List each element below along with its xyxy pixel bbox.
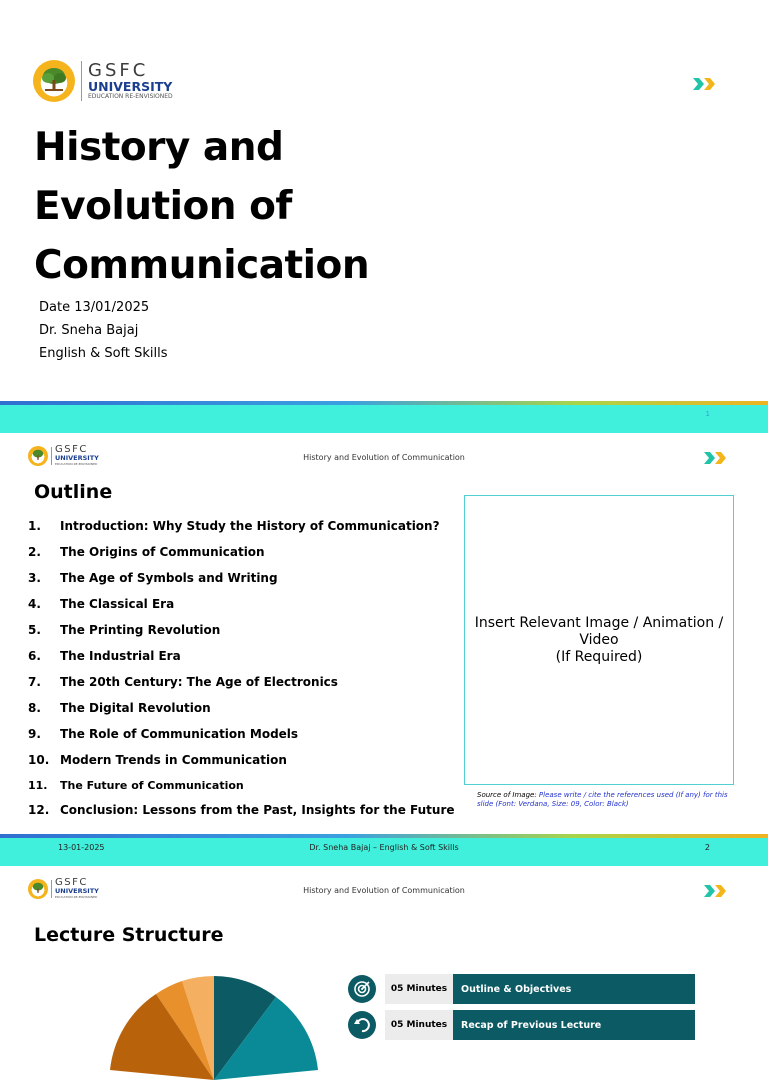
page-number: 2 <box>704 843 710 852</box>
footer-bar <box>0 834 768 866</box>
logo-university-text: UNIVERSITY <box>55 454 99 462</box>
double-chevron-icon <box>704 451 728 465</box>
outline-item <box>28 643 458 669</box>
outline-item-number: 2. <box>28 545 41 559</box>
footer-presenter: Dr. Sneha Bajaj – English & Soft Skills <box>309 843 459 852</box>
tree-emblem-icon <box>33 60 75 102</box>
header-title: History and Evolution of Communication <box>303 886 465 895</box>
lecture-timeline <box>348 973 708 1045</box>
outline-heading: Outline <box>34 481 113 503</box>
outline-item <box>28 669 458 695</box>
lecture-structure-heading: Lecture Structure <box>34 924 224 946</box>
presenter-name: Dr. Sneha Bajaj <box>39 323 139 338</box>
logo-gsfc-text: GSFC <box>55 877 88 888</box>
recap-arrow-icon <box>348 1011 376 1039</box>
outline-item-text: Modern Trends in Communication <box>60 753 287 767</box>
outline-item-number: 9. <box>28 727 41 741</box>
outline-item-text: The Printing Revolution <box>60 623 221 637</box>
footer-bar <box>0 401 768 433</box>
presentation-meta <box>39 296 168 365</box>
outline-item <box>28 617 458 643</box>
outline-item <box>28 747 458 773</box>
footer-gradient-strip <box>0 834 768 838</box>
double-chevron-icon <box>693 77 717 91</box>
outline-item <box>28 773 458 797</box>
title-line-3: Communication <box>34 243 370 288</box>
outline-item-number: 5. <box>28 623 41 637</box>
outline-item-number: 11. <box>28 778 48 792</box>
outline-item-text: The Digital Revolution <box>60 701 211 715</box>
logo-gsfc-text: GSFC <box>88 59 149 81</box>
title-line-2: Evolution of <box>34 184 292 229</box>
outline-item <box>28 591 458 617</box>
page-number: 1 <box>705 410 710 418</box>
outline-item-text: Introduction: Why Study the History of Communication? <box>60 519 440 533</box>
department-name: English & Soft Skills <box>39 346 168 361</box>
outline-item <box>28 539 458 565</box>
footer-gradient-strip <box>0 401 768 405</box>
image-placeholder <box>464 495 734 785</box>
logo-wordmark <box>88 59 173 101</box>
outline-item-text: Conclusion: Lessons from the Past, Insights for the Future <box>60 803 455 817</box>
outline-item-number: 4. <box>28 597 41 611</box>
lecture-structure-slide <box>0 866 768 1031</box>
outline-item-text: The Classical Era <box>60 597 175 611</box>
outline-item-text: The Age of Symbols and Writing <box>60 571 278 585</box>
logo-university-text: UNIVERSITY <box>88 78 173 94</box>
logo-university-text: UNIVERSITY <box>55 887 99 895</box>
lecture-time-pie <box>104 970 324 1090</box>
target-icon <box>348 975 376 1003</box>
outline-item-number: 12. <box>28 803 50 817</box>
logo-gsfc-text: GSFC <box>55 444 88 455</box>
outline-item <box>28 565 458 591</box>
outline-list <box>28 513 458 823</box>
outline-item-number: 3. <box>28 571 41 585</box>
timeline-row <box>348 1009 708 1045</box>
gsfc-university-logo <box>33 60 173 102</box>
outline-item-number: 8. <box>28 701 41 715</box>
presentation-date: Date 13/01/2025 <box>39 300 150 315</box>
logo-tagline: EDUCATION RE-ENVISIONED <box>88 92 173 100</box>
logo-divider <box>81 61 82 101</box>
outline-item-number: 1. <box>28 519 41 533</box>
header-title: History and Evolution of Communication <box>303 453 465 462</box>
outline-item-text: The Future of Communication <box>60 778 244 792</box>
outline-item-text: The Industrial Era <box>60 649 181 663</box>
double-chevron-icon <box>704 884 728 898</box>
footer-date: 13-01-2025 <box>58 843 105 852</box>
title-slide <box>0 0 768 433</box>
timeline-minutes: 05 Minutes <box>385 1010 453 1040</box>
timeline-label: Recap of Previous Lecture <box>453 1010 695 1040</box>
outline-item-text: The Origins of Communication <box>60 545 265 559</box>
title-line-1: History and <box>34 125 284 170</box>
outline-item <box>28 513 458 539</box>
source-label: Source of Image: <box>477 791 539 799</box>
presentation-title <box>34 118 594 295</box>
outline-item-text: The Role of Communication Models <box>60 727 299 741</box>
timeline-row <box>348 973 708 1009</box>
timeline-label: Outline & Objectives <box>453 974 695 1004</box>
outline-item-text: The 20th Century: The Age of Electronics <box>60 675 338 689</box>
outline-item <box>28 797 458 823</box>
image-placeholder-note: (If Required) <box>555 648 643 665</box>
source-note <box>477 791 737 809</box>
timeline-minutes: 05 Minutes <box>385 974 453 1004</box>
outline-item <box>28 695 458 721</box>
source-text: Please write / cite the references used (If any) for this slide (Font: Verdana, Size: 09, Color: Black) <box>477 791 728 808</box>
outline-item-number: 7. <box>28 675 41 689</box>
outline-slide <box>0 433 768 866</box>
outline-item-number: 10. <box>28 753 50 767</box>
logo-tagline: EDUCATION RE-ENVISIONED <box>55 462 98 466</box>
outline-item <box>28 721 458 747</box>
logo-tagline: EDUCATION RE-ENVISIONED <box>55 895 98 899</box>
image-placeholder-text: Insert Relevant Image / Animation / Video <box>474 614 724 648</box>
outline-item-number: 6. <box>28 649 41 663</box>
